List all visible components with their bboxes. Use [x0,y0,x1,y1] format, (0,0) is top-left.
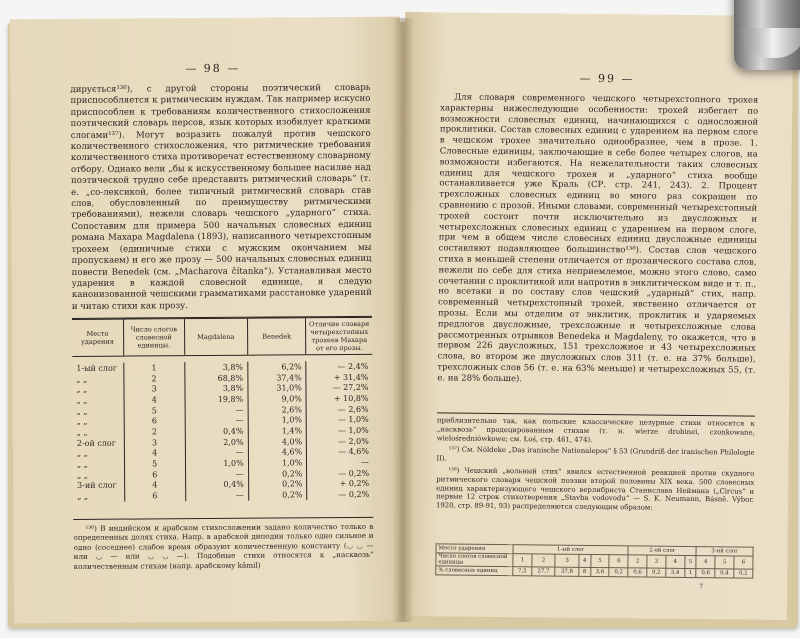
cell-place: „ „ [77,470,88,480]
cell-syllables: 6 [124,490,185,501]
mini-table-row-values [436,566,753,578]
mini-group-1: 1-ый слог [513,545,628,555]
cell-benedek: 6,2% [247,361,306,372]
right-footnotes [436,416,755,516]
cell-syllables: 3 [124,384,185,395]
mini-group-2: 2-ой слог [628,546,696,556]
cell-place: „ „ [76,417,88,427]
mini-cell: 9,2 [647,568,666,577]
left-footnote [73,522,373,574]
cell-benedek: 31,0% [248,383,307,394]
col-header-difference: Отличие словаря четырехстопных трохеев Махара от его прозы. [306,317,372,354]
cell-magdalena: 19,8% [185,394,248,405]
right-page-body [437,92,758,387]
cell-benedek: 4,0% [248,436,307,447]
table-row [73,489,373,502]
right-page [399,12,793,620]
cell-syllables: 2 [124,426,185,437]
cell-benedek: 1,0% [248,415,307,426]
footnote-136: ¹³⁶) В индийском и арабском стихосложении задано количество только в определенных долях стиха. Напр. в арабской диподии только одно сильное и одно (соседнее) слабое время образуют количественную константу (◡ ◡ — или ◡ — или ◡ ◡ —). Подобные стихи относятся к „насквозь“ количественным стихам (напр. арабскому kâmil) [73,521,374,571]
stress-statistics-table [72,317,373,502]
cell-benedek: 1,4% [248,425,307,436]
mini-cell: 6 [609,555,628,568]
mini-cell: 7,2 [513,567,532,576]
mini-cell: 8 [579,567,591,576]
footnote-rule [73,517,373,520]
corner-mark: 7 [699,583,704,591]
cell-syllables: 3 [124,437,185,448]
cell-magdalena: 0,4% [185,426,248,437]
cell-benedek: 2,6% [248,404,307,415]
mini-header-syllables: Число слогов словесной единицы [436,553,513,567]
metal-weight [734,0,800,70]
cell-difference: — 1,0% [306,414,372,425]
cell-syllables: 4 [124,448,185,459]
mini-cell: 0,2 [734,569,753,578]
cell-syllables: 5 [124,458,185,469]
cell-syllables: 5 [124,405,185,416]
cell-benedek: 1,0% [248,457,307,468]
left-body-paragraph: дирується¹³⁶), с другой стороны поэтический словарь приспособляется к ритмическим нуждам. Так например искусно приспособлен к требованиям количественного стихосложения поэтический словарь персов, язык которых изобилует краткими слогами¹³⁷). Могут возразить пожалуй против чешского количественного стихосложения, что ритмические требования количественного стиха противоречат естественному словарному отбору. Однако вели „бы к искусственному большее насилие над поэтической трудно себе представить ритмический словарь“ (т. е. „со-лексикой, более типичный ритмический словарь став слов, обусловленный по преимуществу ритмическими требованиями), нежели словарь чешского „ударного“ стиха. Сопоставим для примера 500 начальных словесных единиц романа Махара Magdalena (1893), написанного четырехстопным трохеем (единичные стихи с мужским окончанием мы пропускаем) и его же прозу — 500 начальных словесных единиц повести Benedek (см. „Macharova čítanka“). Устанавливая место ударения в каждой словесной единице, я следую канонизованной чешскими грамматиками расстановке ударений и читаю стихи как прозу. [70,82,372,312]
cell-difference: + 31,4% [306,372,372,383]
footnote-138: ¹³⁸) Чешский „вольный стих“ явился естественной реакцией против скудного ритмического словаря чешской поэзии второй половины XIX века. 500 словесных единиц характеризующего чешского верлибриста Станислава Неймана („Circus“ и первые 12 строк стихотворения „Stavba vodovodu“ — S. K. Neumann, Básně. Výbor. 1920, стр. 89-91, 93) распределяются следующим образом: [435,466,755,512]
cell-difference: — 27,2% [306,382,372,393]
cell-difference: + 0,2% [307,478,373,489]
cell-place: „ „ [76,406,88,416]
cell-magdalena: 68,8% [185,372,248,383]
cell-syllables: 1 [123,362,184,373]
mini-cell: 2 [532,554,556,567]
mini-cell: 4 [579,554,591,567]
cell-benedek: 0,2% [248,490,307,501]
cell-syllables: 2 [124,373,185,384]
mini-cell: 0,2 [609,568,628,577]
verse-libre-table [435,543,753,578]
cell-place: „ „ [76,449,88,459]
mini-cell: 4 [666,555,685,568]
table-header-row [72,317,372,356]
mini-cell: 5 [591,554,610,567]
cell-benedek: 9,0% [248,393,307,404]
cell-place: „ „ [76,427,88,437]
cell-place: „ „ [76,385,88,395]
cell-magdalena: — [185,415,248,426]
cell-benedek: 0,2% [248,479,307,490]
cell-magdalena: — [185,469,248,480]
cell-place: „ „ [76,395,88,405]
footnote-137: ¹³⁷) См. Nöldeke „Das iranische Nationalepos“ § 53 (Grundriß der iranischen Philologie II). [436,445,755,463]
cell-place: „ „ [76,374,88,384]
mini-cell: 2 [628,555,647,568]
left-page-body [70,83,372,313]
cell-syllables: 6 [124,469,185,480]
cell-benedek: 37,4% [248,372,307,383]
col-header-benedek: Benedek [247,318,306,355]
mini-header-stress: Место ударения [436,544,513,554]
cell-magdalena: 3,8% [185,383,248,394]
mini-cell: 5 [715,556,734,569]
mini-header-percent: % словесных единиц [436,566,513,576]
col-header-stress-place: Место ударения [72,319,123,356]
cell-difference: — 2,4% [306,361,372,372]
left-page-number: — 98 — [185,61,241,76]
right-page-number: — 99 — [579,71,635,86]
cell-benedek: 4,6% [248,447,307,458]
cell-magdalena: 1,0% [185,458,248,469]
cell-syllables: 4 [124,394,185,405]
cell-magdalena: — [185,404,248,415]
book-gutter [392,18,414,622]
stats-table-body [72,354,373,502]
mini-cell: 1 [684,568,696,577]
cell-difference: — [307,457,373,468]
col-header-syllables: Число слогов словесной единицы. [123,319,184,356]
mini-cell: 3,4 [666,568,685,577]
cell-difference: + 10,8% [306,393,372,404]
mini-group-3: 3-ий слог [696,547,753,557]
mini-cell: 0,6 [696,569,715,578]
cell-magdalena: — [185,447,248,458]
mini-cell: 5 [685,555,697,568]
right-body-paragraph: Для словаря современного чешского четырехстопного трохея характерны нижеследующие особенности: трохей избегает по возможности словесных единиц, начинающихся с односложной проклитики. Состав словесных единиц с ударением на первом слоге в чешском трохее значительно однообразнее, чем в прозе. 1. Словесные единицы, заключающие в себе более четырех слогов, на возможности избегаются. На нежелательности таких словесных единиц для чешского трохея и „ударного“ стиха вообще останавливается уже Краль (СР. стр. 241, 243). 2. Процент трехсложных словесных единиц во много раз сокращен по сравнению с прозой. Иными словами, современный четырехстопный трохей состоит почти исключительно из двусложных и четырехсложных словесных единиц с ударением на первом слоге, при чем в общем числе словесных единиц двусложные единицы составляют подавляющее большинство¹³⁸). Состав слов чешского стиха в меньшей степени отличается от прозаического состава слов, нежели по себе для стиха неприемлемое, можно этого слово, само сочетании с проклитикой или напротив в энклитическом виде и т. п., но всетаки и по составу слов чешский „ударный“ стих, напр. современный четырехстопный трохей, явственно отличается от прозы. Если мы отделим от энклитик, проклитик и ударяемых предлогов двусложные, трехсложные и четырехсложные слова рассмотренных отрывков Benedeka и Magdaleny, то окажется, что в первом 226 двусложных, 151 трехсложное и 43 четырехсложных слова, во втором же двусложных слов 311 (т. е. на 37% больше), трехсложных слов 56 (т. е. на 63% меньше) и четырехсложных 55, (т. е. на 28% больше). [437,92,759,384]
footnote-continuation: приблизительно так, как польские классические цезурные стихи относятся к „насквозь“ продецированным стихам (т. н. wierze drobinei, czonkowane, wielośredniówkowe; см. Łoś, стр. 461, 474). [436,416,755,444]
mini-cell: 3,6 [590,567,609,576]
mini-cell: 3 [647,555,666,568]
left-page [10,17,404,624]
cell-difference: — 0,2% [307,468,373,479]
cell-difference: — 2,6% [306,404,372,415]
cell-place: „ „ [76,459,88,469]
mini-cell: 4 [696,556,715,569]
cell-place: 3-ий слог [77,481,117,491]
mini-cell: 37,8 [555,567,579,576]
mini-cell: 0,6 [628,568,647,577]
cell-difference: — 4,6% [307,446,373,457]
cell-place: „ „ [77,491,89,502]
cell-benedek: 0,2% [248,468,307,479]
cell-magdalena: 2,0% [185,437,248,448]
cell-syllables: 4 [124,480,185,491]
col-header-magdalena: Magdalena [184,318,247,355]
cell-difference: — 1,0% [307,425,373,436]
cell-place: 2-ой слог [76,438,116,448]
mini-cell: 3 [555,554,579,567]
cell-magdalena: — [185,490,248,501]
cell-difference: — 0,2% [307,489,373,500]
cell-difference: — 2,0% [307,436,373,447]
mini-cell: 1 [513,554,532,567]
mini-cell: 0,4 [715,569,734,578]
cell-magdalena: 0,4% [185,479,248,490]
cell-place: 1-ый слог [76,363,117,373]
cell-magdalena: 3,8% [184,362,247,373]
mini-cell: 6 [734,556,753,569]
mini-cell: 27,7 [532,567,556,576]
cell-syllables: 6 [124,416,185,427]
